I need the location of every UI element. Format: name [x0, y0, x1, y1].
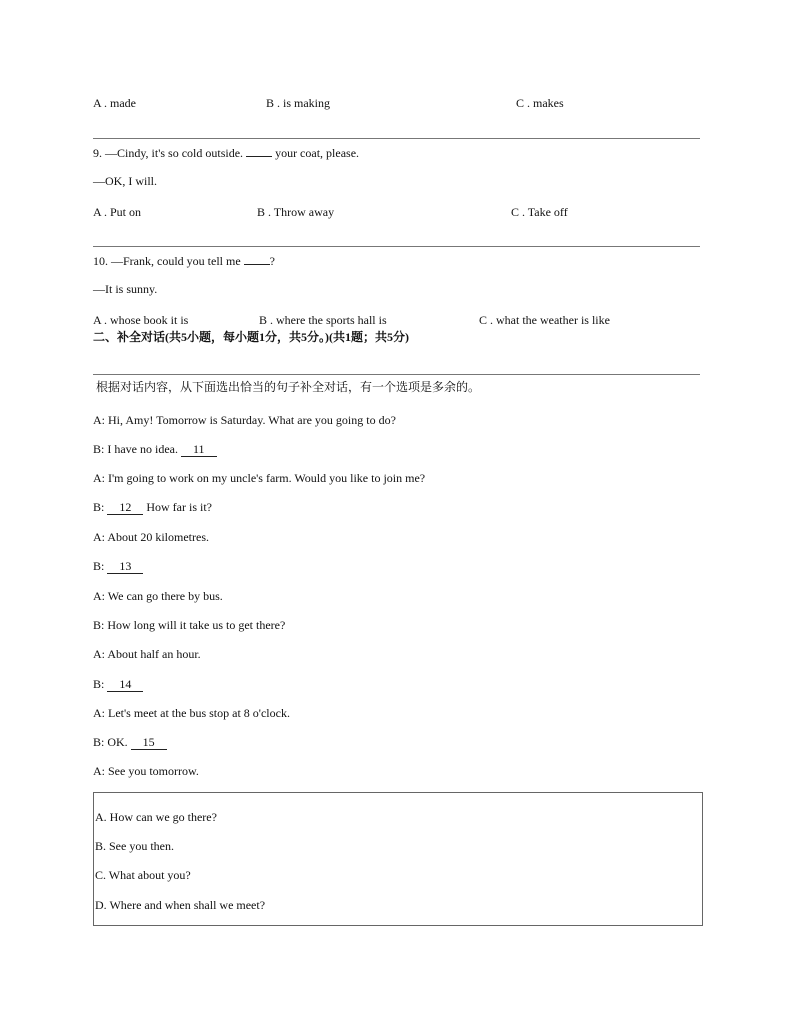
- answer-blank-14[interactable]: 14: [107, 678, 143, 692]
- answer-blank-15[interactable]: 15: [131, 736, 167, 750]
- dialogue-line: [93, 677, 143, 692]
- answer-blank-11[interactable]: 11: [181, 443, 217, 457]
- answer-blank-12[interactable]: 12: [107, 501, 143, 515]
- dialogue-line: [93, 442, 217, 457]
- answer-blank-13[interactable]: 13: [107, 560, 143, 574]
- q10-stem-pre: 10. —Frank, could you tell me: [93, 254, 241, 268]
- q10-option-b: B . where the sports hall is: [259, 313, 387, 327]
- q8-option-c: C . makes: [516, 96, 564, 110]
- dialogue-text: A: We can go there by bus.: [93, 589, 223, 603]
- dialogue-text: B: OK.: [93, 735, 131, 749]
- divider: [93, 374, 700, 375]
- choice-c: C. What about you?: [95, 868, 191, 882]
- q10-blank: [244, 253, 270, 265]
- divider: [93, 246, 700, 247]
- q10-stem-post: ?: [269, 254, 275, 268]
- q8-option-b: B . is making: [266, 96, 331, 110]
- choice-a: A. How can we go there?: [95, 810, 217, 824]
- choice-b: B. See you then.: [95, 839, 174, 853]
- dialogue-text: B: I have no idea.: [93, 442, 181, 456]
- dialogue-text: B:: [93, 559, 108, 573]
- dialogue-line: [93, 647, 201, 661]
- dialogue-text: A: I'm going to work on my uncle's farm. Would you like to join me?: [93, 471, 426, 485]
- dialogue-text: A: About half an hour.: [93, 647, 201, 661]
- q9-option-c: C . Take off: [511, 205, 568, 219]
- divider: [93, 138, 700, 139]
- dialogue-text: B:: [93, 500, 108, 514]
- dialogue-line: [93, 735, 167, 750]
- q9-option-a: A . Put on: [93, 205, 142, 219]
- q9-blank: [246, 145, 272, 157]
- q9-stem-pre: 9. —Cindy, it's so cold outside.: [93, 146, 244, 160]
- q9-stem: [93, 145, 359, 160]
- dialogue-text: A: About 20 kilometres.: [93, 530, 209, 544]
- q10-stem: [93, 253, 275, 268]
- q9-option-b: B . Throw away: [257, 205, 335, 219]
- dialogue-text: A: Hi, Amy! Tomorrow is Saturday. What are you going to do?: [93, 413, 396, 427]
- dialogue-line: [93, 706, 290, 720]
- dialogue-line: [93, 764, 199, 778]
- q10-option-a: A . whose book it is: [93, 313, 189, 327]
- q8-option-a: A . made: [93, 96, 136, 110]
- section-heading: 二、补全对话(共5小题，每小题1分，共5分。)(共1题；共5分): [93, 330, 409, 344]
- section-instruction: 根据对话内容，从下面选出恰当的句子补全对话，有一个选项是多余的。: [96, 380, 481, 394]
- q9-stem-post: your coat, please.: [275, 146, 360, 160]
- q10-reply: —It is sunny.: [93, 282, 158, 296]
- dialogue-text: B: How long will it take us to get there?: [93, 618, 286, 632]
- dialogue-line: [93, 559, 143, 574]
- dialogue-line: [93, 500, 212, 515]
- q9-reply: —OK, I will.: [93, 174, 157, 188]
- dialogue-text: A: Let's meet at the bus stop at 8 o'clock.: [93, 706, 290, 720]
- choice-d: D. Where and when shall we meet?: [95, 898, 266, 912]
- dialogue-text: B:: [93, 677, 108, 691]
- dialogue-line: [93, 618, 285, 632]
- dialogue-line: [93, 589, 223, 603]
- dialogue-line: [93, 471, 425, 485]
- dialogue-line: [93, 413, 396, 427]
- dialogue-text: A: See you tomorrow.: [93, 764, 199, 778]
- dialogue-text: How far is it?: [143, 500, 212, 514]
- q10-option-c: C . what the weather is like: [479, 313, 610, 327]
- dialogue-line: [93, 530, 209, 544]
